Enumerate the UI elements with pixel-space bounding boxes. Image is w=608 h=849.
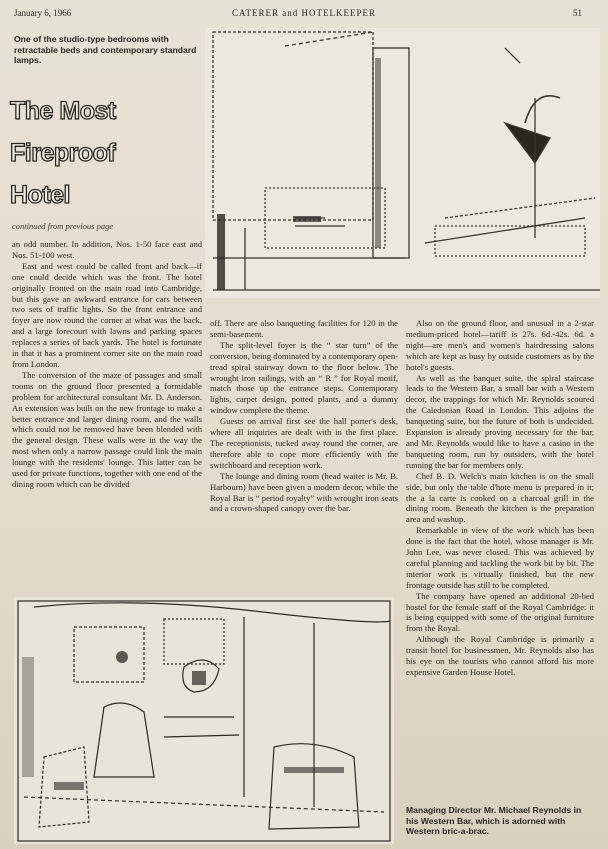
article-column-3 bbox=[406, 318, 594, 678]
col2-paragraph: Guests on arrival first see the hall porter's desk, where all inquiries are dealt with in the first place. The receptionists, tucked away round the corner, are therefore able to cope more efficiently with the switchboard and reception work. bbox=[210, 416, 398, 470]
headline-line-1: The Most bbox=[10, 97, 116, 125]
bedroom-photo bbox=[205, 28, 600, 298]
col3-paragraph: Remarkable in view of the work which has been done is the fact that the hotel, whose manager is Mr. John Lee, was never closed. This was achieved by careful planning and tackling the work bit by bit. The interior work is virtually finished, but the new frontage outside has still to be completed. bbox=[406, 525, 594, 590]
western-bar-photo-drawing bbox=[14, 597, 394, 844]
header-date: January 6, 1966 bbox=[14, 8, 72, 18]
headline-line-3: Hotel bbox=[10, 181, 70, 209]
col3-paragraph: Also on the ground floor, and unusual in a 2-star medium-priced hotel—tariff is 27s. 6d.-42s. 6d. a night—are men's and women's hairdressing salons which are kept as busy by outside customers as by the hotel's guests. bbox=[406, 318, 594, 372]
western-bar-photo bbox=[14, 597, 394, 844]
col2-paragraph: off. There are also banqueting facilities for 120 in the semi-basement. bbox=[210, 318, 398, 339]
col1-paragraph: an odd number. In addition, Nos. 1-50 face east and Nos. 51-100 west. bbox=[12, 239, 202, 260]
article-column-2 bbox=[210, 318, 398, 514]
article-headline bbox=[10, 90, 200, 216]
header-page-number: 51 bbox=[573, 8, 582, 18]
col3-paragraph: As well as the banquet suite, the spiral staircase leads to the Western Bar, a small bar with a Western decor, the trappings for which Mr. Reynolds scoured the Caledonian Road in London. This adjoins the banqueting suite, but the future of both is undecided. Expansion is already proving necessary for the bar, and Mr. Reynolds would like to have a casino in the banqueting room, run by outsiders, with the hotel running the bar for members only. bbox=[406, 372, 594, 470]
headline-line-2: Fireproof bbox=[10, 139, 116, 167]
col3-paragraph: The company have opened an additional 20-bed hostel for the female staff of the Royal Cambridge: it is being equipped with some of the original furniture from the Royal. bbox=[406, 590, 594, 634]
bedroom-photo-caption: One of the studio-type bedrooms with retractable beds and contemporary standard lamps. bbox=[14, 34, 197, 65]
col2-paragraph: The lounge and dining room (head waiter is Mr. B. Harbourn) have been given a modern decor, while the Royal Bar is “ period royalty” with wrought iron seats and a crown-shaped canopy over the bar. bbox=[210, 470, 398, 514]
continued-note: continued from previous page bbox=[12, 221, 114, 231]
col3-paragraph: Chef B. D. Welch's main kitchen is on the small side, but only the table d'hote menu is prepared in it; the a la carte is cooked on a charcoal grill in the dining room. Beneath the kitchen is the preparation area and washup. bbox=[406, 470, 594, 525]
col3-paragraph: Although the Royal Cambridge is primarily a transit hotel for businessmen, Mr. Reynolds also has his eye on the tourists who cannot afford his more expensive Garden House Hotel. bbox=[406, 634, 594, 677]
header-publication: CATERER and HOTELKEEPER bbox=[232, 8, 376, 18]
col1-paragraph: East and west could be called front and back—if one could decide which was the front. The hotel originally fronted on the main road into Cambridge, but this gave an awkward entrance for cars between two sets of traffic lights. So the front entrance and foyer are now round the corner at what was the back, and a large forecourt with lawns and parking spaces replaces a series of back yards. The hotel is fortunate in that it has a prominent corner site on the main road from London. bbox=[12, 260, 202, 369]
bedroom-photo-drawing bbox=[205, 28, 600, 298]
col2-paragraph: The split-level foyer is the “ star turn” of the conversion, being dominated by a contemporary open-tread spiral stairway down to the floor below. The wrought iron railings, with an “ R ” for Royal motif, match those up the entrance steps. Contemporary lights, carpet design, potted plants, and a dummy window complete the theme. bbox=[210, 339, 398, 416]
article-column-1 bbox=[12, 239, 202, 490]
western-bar-caption: Managing Director Mr. Michael Reynolds in his Western Bar, which is adorned with Western bric-a-brac. bbox=[406, 805, 582, 836]
col1-paragraph: The conversion of the maze of passages and small rooms on the ground floor presented a formidable problem for architectural consultant Mr. D. Anderson. An extension was built on the new frontage to make a better entrance and larger dining room, and the walls which could not be removed have been blended with the general design. These walls were in the way the most when only a narrow passage could link the main lounge with the residents' lounge. This latter can be used for private functions, together with one end of the dining room which can be divided bbox=[12, 369, 202, 489]
